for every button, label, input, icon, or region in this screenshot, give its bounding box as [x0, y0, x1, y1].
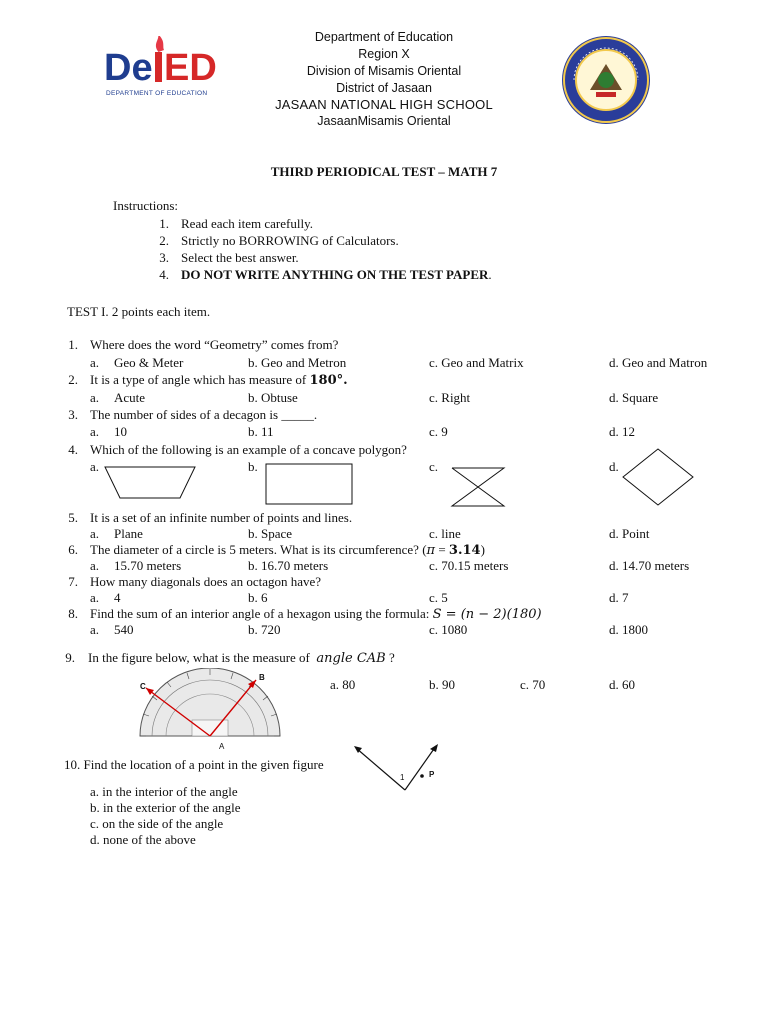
choice-letter: a. [90, 558, 100, 573]
svg-text:ED: ED [164, 47, 217, 89]
test-heading: TEST I. 2 points each item. [67, 304, 211, 319]
choice-letter: a. [90, 590, 100, 605]
instruction-text: Strictly no BORROWING of Calculators. [181, 233, 399, 248]
point-b-label: B [259, 673, 265, 682]
equals-sign: = [435, 542, 449, 557]
angle-number-label: 1 [400, 773, 405, 782]
choice-a: 540 [114, 622, 134, 637]
bowtie-figure [448, 462, 508, 510]
choice-b: b. 6 [248, 590, 268, 605]
point-p-label: P [429, 770, 435, 779]
question-text [90, 542, 485, 558]
choice-d: d. Square [609, 390, 659, 405]
question-text-main: The diameter of a circle is 5 meters. What is its circumference? ( [90, 542, 427, 557]
school-name: JASAAN NATIONAL HIGH SCHOOL [275, 97, 493, 112]
question-text: The number of sides of a decagon is _____. [90, 407, 318, 422]
choice-c: c. Right [429, 390, 471, 405]
question-text: Where does the word “Geometry” comes from? [90, 337, 339, 352]
deped-logo [100, 36, 230, 106]
choice-letter: a. [90, 424, 100, 439]
instruction-emphasis: DO NOT WRITE ANYTHING ON THE TEST PAPER [181, 267, 489, 282]
school-seal-graphic [560, 34, 652, 126]
school-address: JasaanMisamis Oriental [317, 114, 451, 128]
choice-d: d. Point [609, 526, 650, 541]
choice-c: c. 9 [429, 424, 448, 439]
choice-a: 10 [114, 424, 127, 439]
question-text [90, 606, 542, 622]
choice-c: c. 5 [429, 590, 448, 605]
choice-a: Acute [114, 390, 146, 405]
choice-a: a. in the interior of the angle [90, 784, 238, 799]
header-line-district: District of Jasaan [336, 81, 432, 95]
choice-b: b. Space [248, 526, 293, 541]
question-number: 10. [64, 757, 81, 772]
question-text-main: It is a type of angle which has measure of [90, 372, 307, 387]
instructions-heading: Instructions: [113, 198, 178, 213]
school-seal [560, 34, 652, 126]
question-number: 7. [68, 574, 78, 589]
header-line-division: Division of Misamis Oriental [306, 64, 462, 78]
question-text [90, 372, 348, 388]
choice-d: d. 7 [609, 590, 629, 605]
question-text-main: Find the location of a point in the given figure [83, 757, 324, 772]
question-number: 2. [68, 372, 78, 387]
svg-text:De: De [104, 47, 153, 89]
question-number: 8. [68, 606, 78, 621]
choice-letter: a. [90, 622, 100, 637]
instruction-text: Read each item carefully. [181, 216, 313, 231]
formula: S = (n − 2)(180) [432, 607, 542, 622]
choice-d-letter: d. [609, 459, 619, 474]
choice-d: d. Geo and Matron [609, 355, 708, 370]
question-number: 9. [65, 650, 75, 665]
choice-c: c. line [429, 526, 461, 541]
question-text: It is a set of an infinite number of points and lines. [90, 510, 353, 525]
point-c-label: C [140, 682, 146, 691]
choice-c: c. 1080 [429, 622, 468, 637]
rhombus-figure [620, 446, 696, 508]
choice-a: Plane [114, 526, 143, 541]
choice-a: a. 80 [330, 677, 356, 692]
header-line-region: Region X [358, 47, 410, 61]
trapezoid-figure [100, 462, 200, 502]
question-text [88, 650, 395, 666]
question-number: 3. [68, 407, 78, 422]
angle-expression: angle CAB [316, 651, 386, 666]
question-number: 6. [68, 542, 78, 557]
choice-b: b. in the exterior of the angle [90, 800, 241, 815]
question-text [64, 757, 324, 773]
choice-d: d. 12 [609, 424, 635, 439]
choice-b: b. Obtuse [248, 390, 298, 405]
choice-d: d. 60 [609, 677, 635, 692]
header-line-department: Department of Education [314, 30, 454, 44]
page-title: THIRD PERIODICAL TEST – MATH 7 [270, 164, 498, 179]
choice-b: b. Geo and Metron [248, 355, 347, 370]
instruction-number: 2. [159, 233, 169, 248]
angle-figure [350, 740, 446, 796]
question-number: 4. [68, 442, 78, 457]
choice-a-letter: a. [90, 459, 100, 474]
choice-letter: a. [90, 526, 100, 541]
pi-symbol: π [426, 543, 436, 558]
instruction-text: Select the best answer. [181, 250, 299, 265]
deped-logo-subtitle: DEPARTMENT OF EDUCATION [106, 90, 208, 97]
instruction-number: 4. [159, 267, 169, 282]
choice-a: 15.70 meters [114, 558, 182, 573]
instruction-period: . [488, 267, 492, 282]
choice-letter: a. [90, 355, 100, 370]
pi-value: 3.14 [448, 543, 481, 558]
choice-c: c. Geo and Matrix [429, 355, 524, 370]
choice-b: b. 90 [429, 677, 455, 692]
question-mark: ? [385, 650, 395, 665]
choice-d: d. 14.70 meters [609, 558, 690, 573]
choice-c: c. 70.15 meters [429, 558, 509, 573]
question-text: How many diagonals does an octagon have? [90, 574, 322, 589]
rectangle-figure [262, 460, 356, 506]
choice-b-letter: b. [248, 459, 258, 474]
math-expression: 180°. [309, 373, 348, 388]
choice-d: d. none of the above [90, 832, 196, 847]
choice-a: 4 [114, 590, 121, 605]
question-text-main: Find the sum of an interior angle of a hexagon using the formula: [90, 606, 430, 621]
choice-b: b. 11 [248, 424, 274, 439]
choice-a: Geo & Meter [114, 355, 184, 370]
question-text-main: In the figure below, what is the measure of [88, 650, 310, 665]
choice-c: c. on the side of the angle [90, 816, 224, 831]
choice-c: c. 70 [520, 677, 546, 692]
choice-b: b. 16.70 meters [248, 558, 329, 573]
choice-b: b. 720 [248, 622, 281, 637]
choice-letter: a. [90, 390, 100, 405]
question-number: 1. [68, 337, 78, 352]
choice-c-letter: c. [429, 459, 439, 474]
choice-d: d. 1800 [609, 622, 648, 637]
point-a-label: A [219, 742, 225, 751]
instruction-text [181, 267, 492, 283]
close-paren: ) [480, 542, 485, 557]
instruction-number: 1. [159, 216, 169, 231]
instruction-number: 3. [159, 250, 169, 265]
question-number: 5. [68, 510, 78, 525]
question-text: Which of the following is an example of a concave polygon? [90, 442, 407, 457]
